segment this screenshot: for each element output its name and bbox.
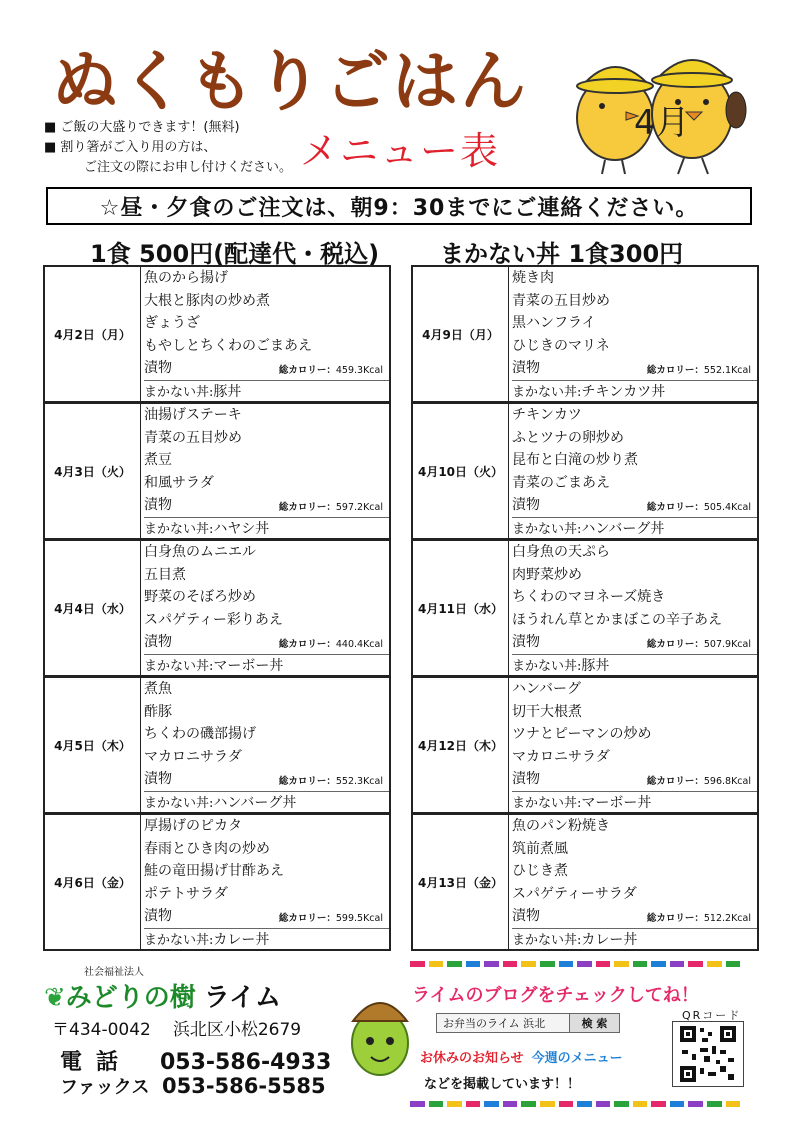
dish: 厚揚げのピカタ (144, 818, 242, 834)
dish: もやしとちくわのごまあえ (144, 337, 312, 354)
don-label: まかない丼: (512, 384, 582, 400)
calorie-label: 総カロリー： (646, 638, 704, 650)
dish: 煮豆 (144, 452, 172, 469)
calories (647, 362, 757, 376)
dish: マカロニサラダ (512, 748, 610, 765)
fax-number: 053-586-5585 (162, 1074, 326, 1098)
don-row (144, 517, 389, 539)
dish: 昆布と白滝の炒り煮 (512, 452, 638, 469)
don-value: マーボー丼 (213, 657, 284, 674)
don-row (512, 928, 757, 950)
price-right: まかない丼 1食300円 (440, 240, 684, 268)
fax-row (60, 1073, 326, 1099)
dish: 大根と豚肉の炒め煮 (144, 292, 270, 309)
day-block (412, 540, 758, 676)
dish: 黒ハンフライ (512, 315, 596, 332)
calories (279, 636, 389, 650)
org-name-text: みどりの樹 (65, 983, 196, 1013)
day-menu (141, 404, 389, 538)
search-box[interactable] (436, 1013, 620, 1033)
info-weekly-menu: 今週のメニュー (531, 1051, 623, 1066)
day-menu (141, 541, 389, 675)
pickle: 漬物 (144, 497, 172, 514)
dish: ふとツナの卵炒め (512, 429, 624, 446)
day-block (44, 403, 390, 539)
day-menu (141, 267, 389, 401)
calorie-label: 総カロリー： (278, 775, 336, 787)
pickle: 漬物 (512, 497, 540, 514)
note-2: ■ 割り箸がご入り用の方は、 (44, 138, 292, 158)
qr-code[interactable] (672, 1021, 744, 1087)
dish: 青菜の五目炒め (144, 429, 242, 446)
calorie-value: 512.2Kcal (703, 912, 751, 924)
dish: 切干大根煮 (512, 703, 582, 720)
address: 浜北区小松2679 (172, 1020, 302, 1040)
day-date: 4月2日（月） (45, 267, 141, 401)
calories (647, 499, 757, 513)
calorie-label: 総カロリー： (646, 912, 704, 924)
notes-block (44, 118, 292, 178)
address-line (52, 1015, 301, 1040)
calorie-value: 507.9Kcal (703, 638, 751, 650)
calorie-label: 総カロリー： (278, 501, 336, 513)
don-value: カレー丼 (213, 931, 270, 948)
dish: ひじきのマリネ (512, 337, 610, 354)
calories (647, 636, 757, 650)
menu-column-week1 (44, 266, 390, 951)
calories (279, 362, 389, 376)
dish: 魚のパン粉焼き (512, 818, 610, 834)
pickle-row (512, 631, 757, 654)
day-date: 4月9日（月） (413, 267, 509, 401)
dish: 筑前煮風 (512, 840, 568, 857)
dish: ひじき煮 (512, 863, 568, 880)
dish: スパゲティー彩りあえ (144, 611, 283, 628)
calories (279, 773, 389, 787)
dish: 青菜の五目炒め (512, 292, 610, 309)
don-label: まかない丼: (144, 932, 214, 948)
lime-mascot-icon (345, 985, 415, 1085)
pickle: 漬物 (144, 908, 172, 925)
org-name-suffix: ライム (203, 983, 282, 1013)
dish: 野菜のそぼろ炒め (144, 589, 256, 606)
dish: 魚のから揚げ (144, 270, 228, 286)
page-title: ぬくもりごはん (52, 43, 528, 120)
menu-column-week2 (412, 266, 758, 951)
page-subtitle: メニュー表 (300, 129, 501, 173)
blog-heading: ライムのブログをチェックしてね！ (412, 985, 699, 1006)
pickle-row (144, 494, 389, 517)
pickle: 漬物 (144, 634, 172, 651)
dish: チキンカツ (512, 407, 582, 423)
tel-number: 053-586-4933 (160, 1050, 332, 1075)
pickle-row (512, 768, 757, 791)
decorative-stripe-top (410, 961, 740, 967)
qr-label: QRコード (682, 1009, 742, 1022)
day-date: 4月5日（木） (45, 678, 141, 812)
calorie-value: 552.1Kcal (703, 364, 751, 376)
don-row (144, 928, 389, 950)
chicks-illustration (560, 40, 750, 180)
qr-code-icon (680, 1026, 736, 1082)
don-label: まかない丼: (144, 521, 214, 537)
day-block (412, 814, 758, 950)
don-label: まかない丼: (512, 795, 582, 811)
don-row (512, 654, 757, 676)
leaf-icon: ❦ (44, 983, 66, 1013)
don-value: 豚丼 (581, 657, 610, 674)
calorie-label: 総カロリー： (646, 775, 704, 787)
dish: 白身魚の天ぷら (512, 544, 610, 560)
day-date: 4月6日（金） (45, 815, 141, 949)
postal-code: 〒434-0042 (52, 1020, 151, 1040)
calorie-value: 552.3Kcal (335, 775, 383, 787)
calorie-value: 440.4Kcal (335, 638, 383, 650)
don-label: まかない丼: (144, 384, 214, 400)
blog-info (420, 1047, 623, 1066)
dish: 酢豚 (144, 703, 172, 720)
day-block (412, 403, 758, 539)
calorie-label: 総カロリー： (278, 364, 336, 376)
dish: 白身魚のムニエル (144, 544, 256, 560)
dish: ぎょうざ (144, 315, 200, 332)
price-left: 1食 500円(配達代・税込) (90, 240, 380, 268)
calorie-label: 総カロリー： (278, 912, 336, 924)
don-row (512, 380, 757, 402)
don-value: ハンバーグ丼 (213, 794, 297, 811)
dish: ちくわのマヨネーズ焼き (512, 589, 666, 606)
dish: ちくわの磯部揚げ (144, 726, 256, 743)
don-row (144, 791, 389, 813)
calorie-value: 599.5Kcal (335, 912, 383, 924)
pickle-row (512, 494, 757, 517)
tel-row (60, 1045, 331, 1076)
blog-info-tail: などを掲載しています！！ (424, 1077, 581, 1092)
don-value: マーボー丼 (581, 794, 652, 811)
don-label: まかない丼: (512, 932, 582, 948)
day-menu (141, 815, 389, 949)
day-date: 4月11日（水） (413, 541, 509, 675)
don-value: ハヤシ丼 (213, 520, 270, 537)
calories (647, 773, 757, 787)
day-block (44, 677, 390, 813)
calories (279, 499, 389, 513)
dish: 五目煮 (144, 566, 186, 583)
day-menu (509, 404, 757, 538)
don-value: カレー丼 (581, 931, 638, 948)
day-block (412, 677, 758, 813)
calories (647, 910, 757, 924)
search-button[interactable]: 検 索 (569, 1014, 619, 1032)
pickle-row (512, 905, 757, 928)
calorie-value: 596.8Kcal (703, 775, 751, 787)
day-menu (141, 678, 389, 812)
day-date: 4月12日（木） (413, 678, 509, 812)
day-menu (509, 815, 757, 949)
don-row (512, 791, 757, 813)
don-value: ハンバーグ丼 (581, 520, 665, 537)
day-menu (509, 267, 757, 401)
pickle: 漬物 (512, 908, 540, 925)
dish: 青菜のごまあえ (512, 474, 610, 491)
dish: ほうれん草とかまぼこの辛子あえ (512, 611, 722, 628)
search-query[interactable]: お弁当のライム 浜北 (443, 1017, 546, 1030)
pickle: 漬物 (512, 634, 540, 651)
don-row (144, 380, 389, 402)
don-label: まかない丼: (144, 795, 214, 811)
day-date: 4月3日（火） (45, 404, 141, 538)
pickle: 漬物 (512, 360, 540, 377)
footer (0, 955, 800, 1132)
org-name (44, 977, 281, 1014)
note-1: ■ ご飯の大盛りできます！(無料) (44, 118, 292, 138)
dish: ポテトサラダ (144, 885, 228, 902)
dish: 焼き肉 (512, 270, 554, 286)
pickle-row (144, 631, 389, 654)
pickle: 漬物 (144, 771, 172, 788)
decorative-stripe-bottom (410, 1101, 740, 1107)
don-row (144, 654, 389, 676)
pickle-row (144, 768, 389, 791)
dish: 鮭の竜田揚げ甘酢あえ (144, 863, 284, 880)
dish: 肉野菜炒め (512, 566, 582, 583)
don-row (512, 517, 757, 539)
day-block (44, 266, 390, 402)
day-block (412, 266, 758, 402)
dish: スパゲティーサラダ (512, 885, 637, 902)
info-holiday: お休みのお知らせ (420, 1051, 524, 1066)
don-value: 豚丼 (213, 383, 242, 400)
pickle: 漬物 (144, 360, 172, 377)
day-date: 4月13日（金） (413, 815, 509, 949)
don-label: まかない丼: (144, 658, 214, 674)
org-type: 社会福祉法人 (84, 967, 144, 978)
day-date: 4月10日（火） (413, 404, 509, 538)
day-menu (509, 678, 757, 812)
don-value: チキンカツ丼 (581, 383, 666, 400)
dish: 油揚げステーキ (144, 407, 242, 423)
calorie-value: 459.3Kcal (335, 364, 383, 376)
calorie-value: 597.2Kcal (335, 501, 383, 513)
pickle-row (144, 905, 389, 928)
day-menu (509, 541, 757, 675)
fax-label: ファックス (60, 1077, 150, 1098)
pickle-row (512, 357, 757, 380)
day-block (44, 540, 390, 676)
note-3: ご注文の際にお申し付けください。 (84, 160, 293, 175)
month-label: 4月 (634, 103, 690, 143)
calorie-label: 総カロリー： (646, 501, 704, 513)
pickle-row (144, 357, 389, 380)
dish: ツナとピーマンの炒め (512, 726, 652, 743)
pickle: 漬物 (512, 771, 540, 788)
dish: 春雨とひき肉の炒め (144, 840, 270, 857)
calorie-label: 総カロリー： (278, 638, 336, 650)
tel-label: 電話 (60, 1050, 133, 1075)
day-date: 4月4日（水） (45, 541, 141, 675)
calories (279, 910, 389, 924)
don-label: まかない丼: (512, 658, 582, 674)
dish: ハンバーグ (512, 681, 582, 697)
dish: 和風サラダ (144, 474, 214, 491)
dish: 煮魚 (144, 681, 172, 697)
calorie-value: 505.4Kcal (703, 501, 751, 513)
dish: マカロニサラダ (144, 748, 242, 765)
don-label: まかない丼: (512, 521, 582, 537)
day-block (44, 814, 390, 950)
order-notice: ☆昼・夕食のご注文は、朝9：30までにご連絡ください。 (46, 187, 752, 225)
calorie-label: 総カロリー： (646, 364, 704, 376)
